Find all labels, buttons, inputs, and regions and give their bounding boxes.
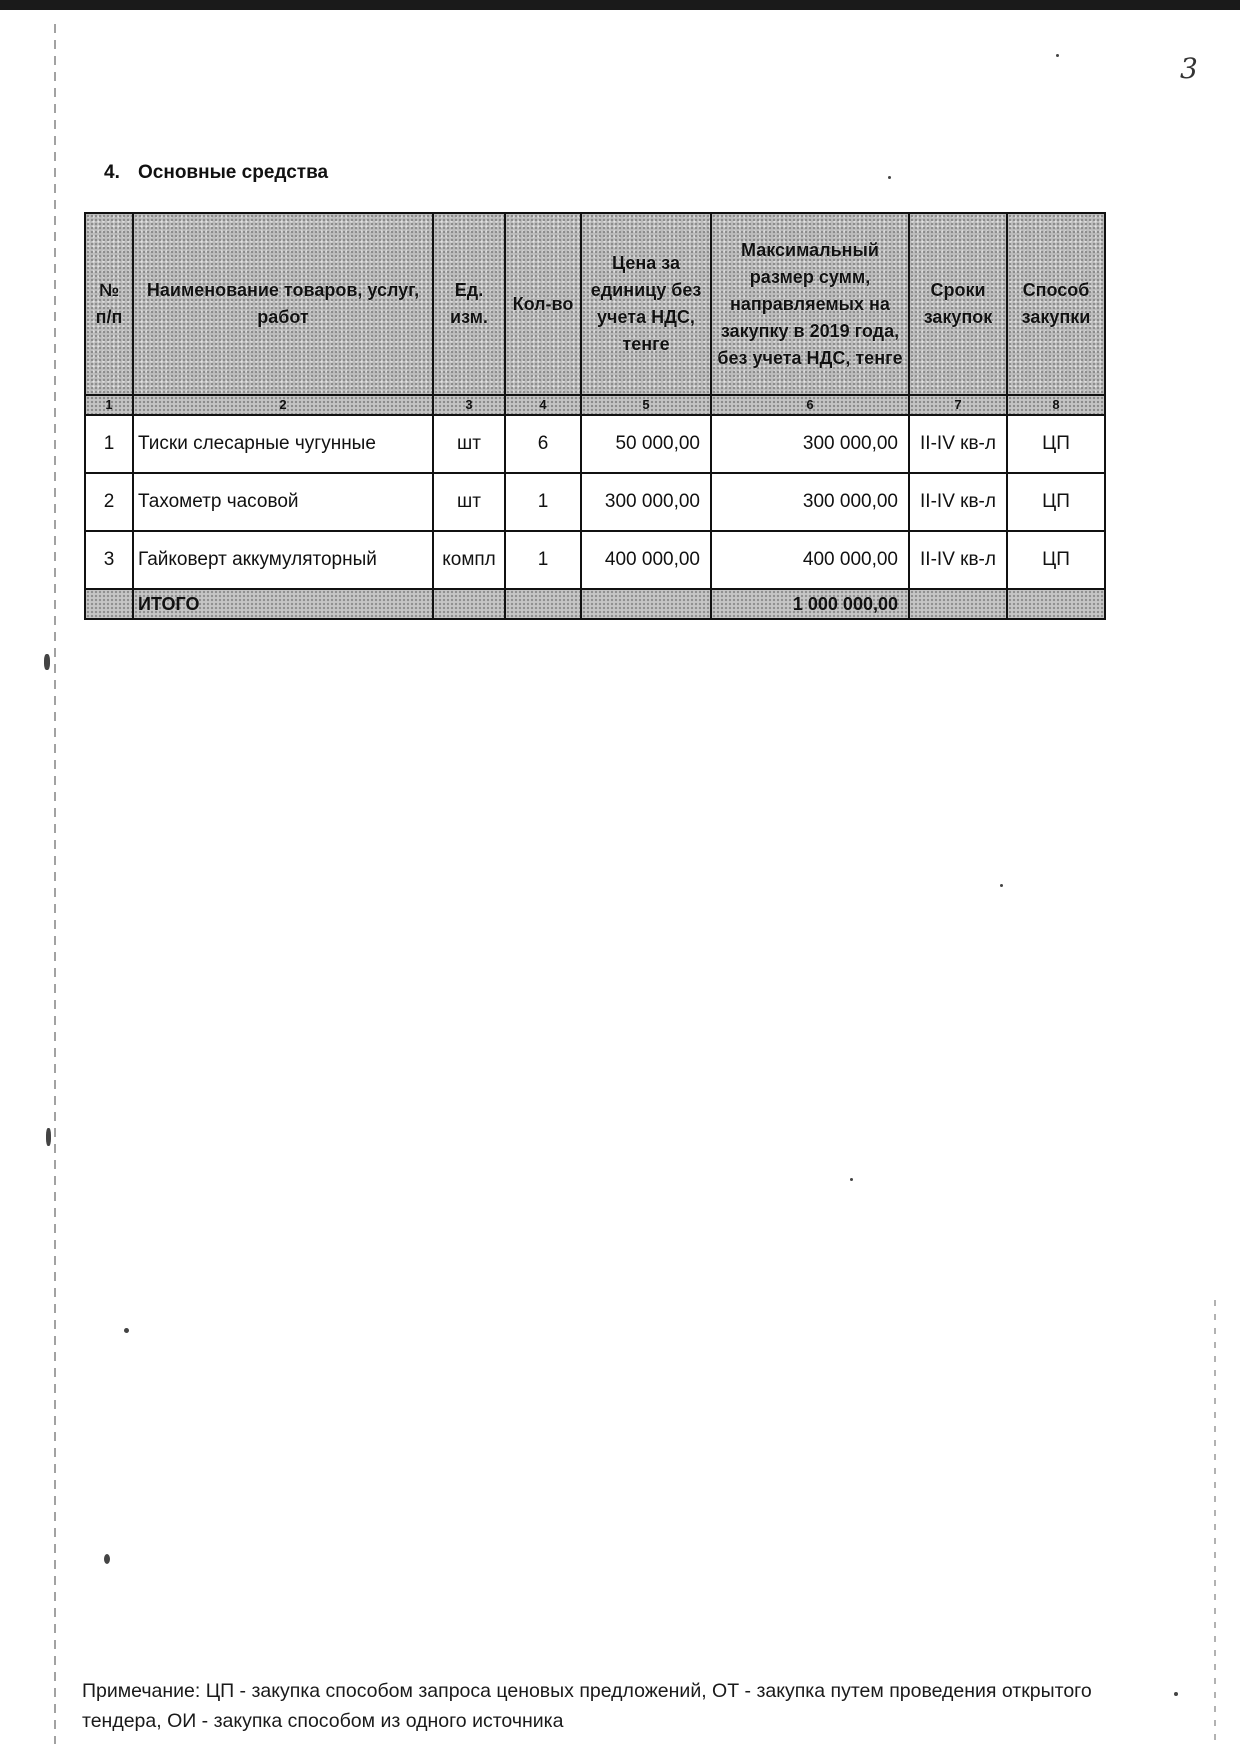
header-cell-unit-price: Цена за единицу без учета НДС, тенге <box>581 213 711 395</box>
item-quantity: 1 <box>505 473 581 531</box>
scan-right-edge <box>1214 1300 1216 1740</box>
scan-speck <box>104 1554 110 1564</box>
header-cell-name: Наименование товаров, услуг, работ <box>133 213 433 395</box>
scan-speck <box>44 654 50 670</box>
header-cell-unit: Ед. изм. <box>433 213 505 395</box>
scan-speck <box>850 1178 853 1181</box>
item-method: ЦП <box>1007 415 1105 473</box>
column-number: 3 <box>433 395 505 415</box>
procurement-table <box>84 212 1106 620</box>
item-total: 300 000,00 <box>711 473 909 531</box>
scan-speck <box>1174 1692 1178 1696</box>
scan-speck <box>124 1328 129 1333</box>
column-number: 4 <box>505 395 581 415</box>
item-name: Тиски слесарные чугунные <box>133 415 433 473</box>
header-cell-period: Сроки закупок <box>909 213 1007 395</box>
item-method: ЦП <box>1007 473 1105 531</box>
item-quantity: 1 <box>505 531 581 589</box>
header-cell-method: Способ закупки <box>1007 213 1105 395</box>
table-row <box>85 473 1105 531</box>
scan-speck <box>888 176 891 179</box>
total-empty-cell <box>85 589 133 619</box>
section-heading <box>104 162 328 184</box>
row-number: 2 <box>85 473 133 531</box>
item-period: II-IV кв-л <box>909 473 1007 531</box>
item-quantity: 6 <box>505 415 581 473</box>
column-number: 5 <box>581 395 711 415</box>
scan-speck <box>1000 884 1003 887</box>
header-cell-max-amount: Максимальный размер сумм, направляемых на закупку в 2019 года, без учета НДС, тенге <box>711 213 909 395</box>
item-unit-price: 300 000,00 <box>581 473 711 531</box>
row-number: 3 <box>85 531 133 589</box>
total-empty-cell <box>1007 589 1105 619</box>
item-total: 300 000,00 <box>711 415 909 473</box>
table-row <box>85 531 1105 589</box>
item-unit: шт <box>433 473 505 531</box>
handwritten-page-number: 3 <box>1180 52 1198 85</box>
total-label: ИТОГО <box>133 589 433 619</box>
footnote: Примечание: ЦП - закупка способом запроса ценовых предложений, ОТ - закупка путем проведения открытого тендера, ОИ - закупка способом из одного источника <box>82 1680 1092 1732</box>
item-name: Гайковерт аккумуляторный <box>133 531 433 589</box>
column-number: 1 <box>85 395 133 415</box>
table-header-row <box>85 213 1105 395</box>
total-amount: 1 000 000,00 <box>711 589 909 619</box>
item-unit-price: 400 000,00 <box>581 531 711 589</box>
table-total-row <box>85 589 1105 619</box>
row-number: 1 <box>85 415 133 473</box>
item-unit-price: 50 000,00 <box>581 415 711 473</box>
section-title: Основные средства <box>138 162 329 183</box>
column-number: 2 <box>133 395 433 415</box>
table-row <box>85 415 1105 473</box>
column-number: 6 <box>711 395 909 415</box>
column-number: 8 <box>1007 395 1105 415</box>
scan-top-edge <box>0 0 1240 10</box>
header-cell-quantity: Кол-во <box>505 213 581 395</box>
total-empty-cell <box>909 589 1007 619</box>
item-method: ЦП <box>1007 531 1105 589</box>
item-unit: компл <box>433 531 505 589</box>
section-number: 4. <box>104 162 120 183</box>
item-total: 400 000,00 <box>711 531 909 589</box>
header-cell-number: № п/п <box>85 213 133 395</box>
total-empty-cell <box>505 589 581 619</box>
column-number: 7 <box>909 395 1007 415</box>
item-name: Тахометр часовой <box>133 473 433 531</box>
total-empty-cell <box>581 589 711 619</box>
column-number-row <box>85 395 1105 415</box>
item-unit: шт <box>433 415 505 473</box>
scan-speck <box>1056 54 1059 57</box>
item-period: II-IV кв-л <box>909 415 1007 473</box>
total-empty-cell <box>433 589 505 619</box>
scan-left-edge <box>54 24 56 1744</box>
item-period: II-IV кв-л <box>909 531 1007 589</box>
scan-speck <box>46 1128 51 1146</box>
